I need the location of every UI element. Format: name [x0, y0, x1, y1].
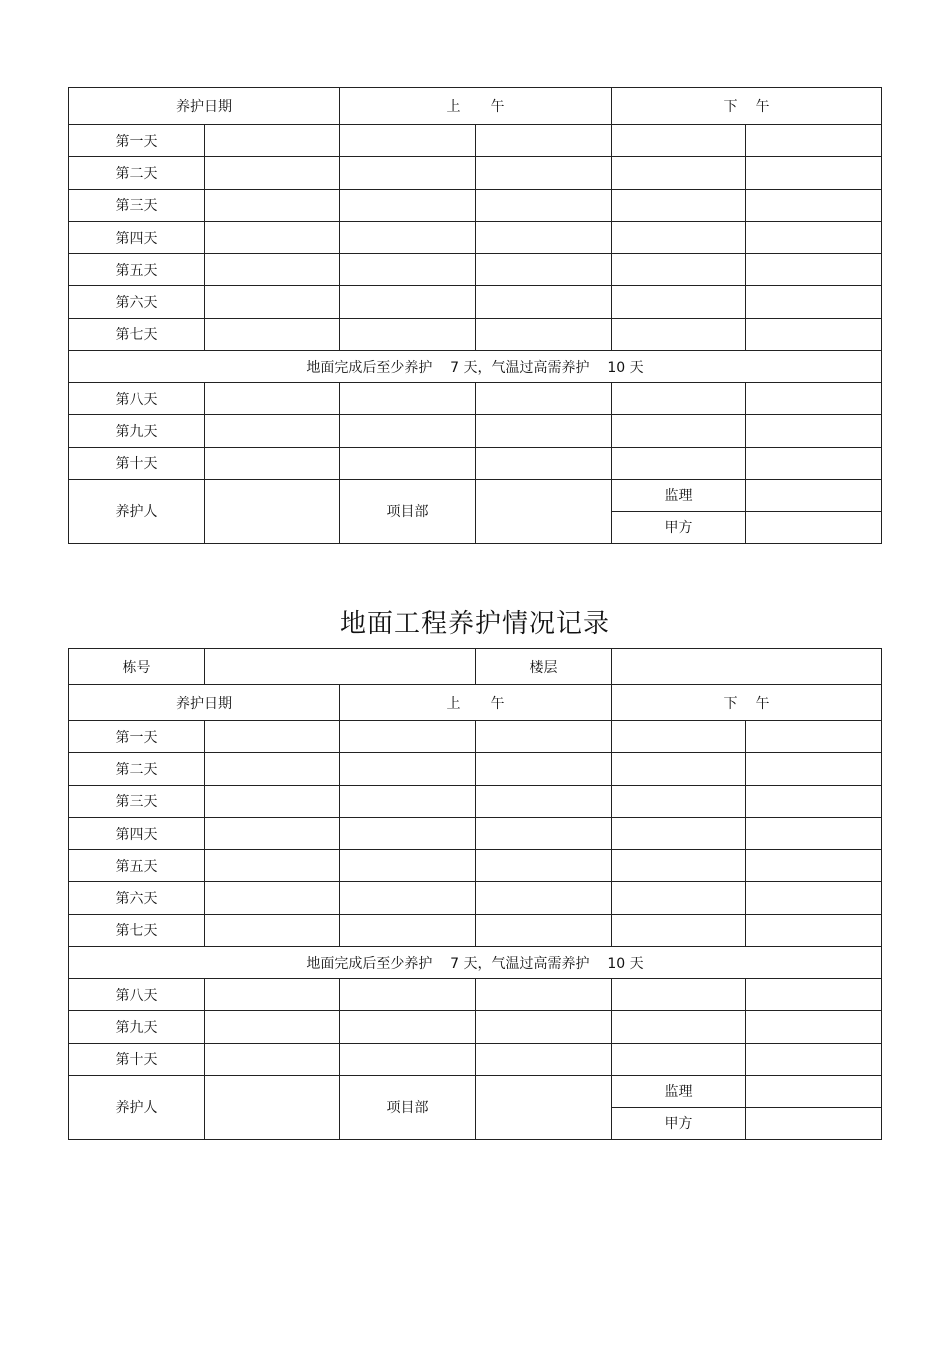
- day-label: 第七天: [69, 318, 205, 350]
- pm-cell-1[interactable]: [612, 882, 746, 914]
- am-cell-1[interactable]: [340, 221, 476, 253]
- am-cell-2[interactable]: [476, 157, 612, 189]
- curing-date-header: 养护日期: [69, 685, 340, 721]
- pm-cell-1[interactable]: [612, 221, 746, 253]
- party-a-signature-cell[interactable]: [746, 1107, 882, 1139]
- date-cell[interactable]: [205, 415, 340, 447]
- day-label: 第八天: [69, 979, 205, 1011]
- day-label: 第七天: [69, 914, 205, 946]
- am-cell-2[interactable]: [476, 1011, 612, 1043]
- am-cell-1[interactable]: [340, 850, 476, 882]
- project-dept-signature-cell[interactable]: [476, 479, 612, 543]
- pm-cell-1[interactable]: [612, 817, 746, 849]
- am-cell-2[interactable]: [476, 721, 612, 753]
- day-label: 第八天: [69, 383, 205, 415]
- day-row: [69, 383, 882, 415]
- pm-cell-2[interactable]: [746, 383, 882, 415]
- date-cell[interactable]: [205, 721, 340, 753]
- building-row: [69, 649, 882, 685]
- party-a-signature-cell[interactable]: [746, 511, 882, 543]
- date-cell[interactable]: [205, 850, 340, 882]
- am-cell-2[interactable]: [476, 189, 612, 221]
- date-cell[interactable]: [205, 286, 340, 318]
- morning-header: 上 午: [340, 685, 612, 721]
- pm-cell-1[interactable]: [612, 318, 746, 350]
- day-label: 第六天: [69, 882, 205, 914]
- am-cell-2[interactable]: [476, 882, 612, 914]
- day-row: [69, 1043, 882, 1075]
- am-cell-1[interactable]: [340, 318, 476, 350]
- am-cell-1[interactable]: [340, 753, 476, 785]
- day-row: [69, 125, 882, 157]
- day-label: 第一天: [69, 721, 205, 753]
- day-label: 第十天: [69, 1043, 205, 1075]
- supervisor-label: 监理: [612, 1075, 746, 1107]
- afternoon-header: 下 午: [612, 685, 882, 721]
- signature-row: [69, 1075, 882, 1107]
- pm-cell-2[interactable]: [746, 785, 882, 817]
- date-cell[interactable]: [205, 882, 340, 914]
- day-label: 第五天: [69, 254, 205, 286]
- am-cell-1[interactable]: [340, 383, 476, 415]
- am-cell-2[interactable]: [476, 125, 612, 157]
- pm-cell-2[interactable]: [746, 979, 882, 1011]
- morning-header: 上 午: [340, 88, 612, 125]
- curer-label: 养护人: [69, 479, 205, 543]
- date-cell[interactable]: [205, 318, 340, 350]
- pm-cell-2[interactable]: [746, 157, 882, 189]
- date-cell[interactable]: [205, 979, 340, 1011]
- page-title: 地面工程养护情况记录: [339, 609, 610, 639]
- day-row: [69, 157, 882, 189]
- pm-cell-1[interactable]: [612, 415, 746, 447]
- am-cell-2[interactable]: [476, 979, 612, 1011]
- supervisor-signature-cell[interactable]: [746, 1075, 882, 1107]
- header-row: [69, 88, 882, 125]
- pm-cell-2[interactable]: [746, 817, 882, 849]
- day-row: [69, 221, 882, 253]
- am-cell-2[interactable]: [476, 221, 612, 253]
- am-cell-2[interactable]: [476, 447, 612, 479]
- curing-record-table-2: [68, 648, 882, 1140]
- am-cell-1[interactable]: [340, 1011, 476, 1043]
- day-label: 第九天: [69, 1011, 205, 1043]
- am-cell-1[interactable]: [340, 125, 476, 157]
- day-label: 第六天: [69, 286, 205, 318]
- curing-record-table-1: [68, 87, 882, 544]
- project-dept-signature-cell[interactable]: [476, 1075, 612, 1139]
- day-label: 第五天: [69, 850, 205, 882]
- day-label: 第三天: [69, 189, 205, 221]
- am-cell-2[interactable]: [476, 286, 612, 318]
- day-row: [69, 914, 882, 946]
- day-row: [69, 721, 882, 753]
- am-cell-1[interactable]: [340, 914, 476, 946]
- am-cell-2[interactable]: [476, 254, 612, 286]
- am-cell-2[interactable]: [476, 817, 612, 849]
- am-cell-1[interactable]: [340, 254, 476, 286]
- day-label: 第九天: [69, 415, 205, 447]
- pm-cell-1[interactable]: [612, 1043, 746, 1075]
- day-label: 第一天: [69, 125, 205, 157]
- pm-cell-2[interactable]: [746, 882, 882, 914]
- pm-cell-2[interactable]: [746, 189, 882, 221]
- building-no-label: 栋号: [69, 649, 205, 685]
- date-cell[interactable]: [205, 1043, 340, 1075]
- pm-cell-1[interactable]: [612, 125, 746, 157]
- header-row: [69, 685, 882, 721]
- pm-cell-2[interactable]: [746, 850, 882, 882]
- pm-cell-2[interactable]: [746, 447, 882, 479]
- day-label: 第二天: [69, 753, 205, 785]
- day-row: [69, 979, 882, 1011]
- signature-row: [69, 479, 882, 511]
- pm-cell-1[interactable]: [612, 447, 746, 479]
- am-cell-1[interactable]: [340, 817, 476, 849]
- am-cell-2[interactable]: [476, 383, 612, 415]
- am-cell-2[interactable]: [476, 318, 612, 350]
- day-row: [69, 753, 882, 785]
- pm-cell-2[interactable]: [746, 914, 882, 946]
- pm-cell-1[interactable]: [612, 189, 746, 221]
- am-cell-2[interactable]: [476, 850, 612, 882]
- curing-note: 地面完成后至少养护 7 天，气温过高需养护 10 天: [69, 351, 882, 383]
- note-row: [69, 351, 882, 383]
- day-label: 第四天: [69, 817, 205, 849]
- pm-cell-2[interactable]: [746, 286, 882, 318]
- date-cell[interactable]: [205, 817, 340, 849]
- curing-date-header: 养护日期: [69, 88, 340, 125]
- curing-note: 地面完成后至少养护 7 天，气温过高需养护 10 天: [69, 947, 882, 979]
- am-cell-1[interactable]: [340, 447, 476, 479]
- pm-cell-1[interactable]: [612, 850, 746, 882]
- day-row: [69, 882, 882, 914]
- project-dept-label: 项目部: [340, 1075, 476, 1139]
- am-cell-1[interactable]: [340, 721, 476, 753]
- pm-cell-2[interactable]: [746, 318, 882, 350]
- day-row: [69, 254, 882, 286]
- pm-cell-2[interactable]: [746, 753, 882, 785]
- pm-cell-1[interactable]: [612, 979, 746, 1011]
- day-row: [69, 785, 882, 817]
- day-row: [69, 415, 882, 447]
- pm-cell-1[interactable]: [612, 753, 746, 785]
- date-cell[interactable]: [205, 254, 340, 286]
- floor-cell[interactable]: [612, 649, 882, 685]
- supervisor-signature-cell[interactable]: [746, 479, 882, 511]
- date-cell[interactable]: [205, 1011, 340, 1043]
- project-dept-label: 项目部: [340, 479, 476, 543]
- am-cell-1[interactable]: [340, 157, 476, 189]
- am-cell-2[interactable]: [476, 415, 612, 447]
- date-cell[interactable]: [205, 914, 340, 946]
- pm-cell-2[interactable]: [746, 1043, 882, 1075]
- pm-cell-2[interactable]: [746, 721, 882, 753]
- pm-cell-1[interactable]: [612, 785, 746, 817]
- day-row: [69, 318, 882, 350]
- pm-cell-2[interactable]: [746, 221, 882, 253]
- am-cell-2[interactable]: [476, 753, 612, 785]
- am-cell-1[interactable]: [340, 979, 476, 1011]
- supervisor-label: 监理: [612, 479, 746, 511]
- pm-cell-1[interactable]: [612, 721, 746, 753]
- am-cell-2[interactable]: [476, 1043, 612, 1075]
- am-cell-1[interactable]: [340, 785, 476, 817]
- am-cell-1[interactable]: [340, 1043, 476, 1075]
- date-cell[interactable]: [205, 157, 340, 189]
- am-cell-2[interactable]: [476, 785, 612, 817]
- date-cell[interactable]: [205, 189, 340, 221]
- date-cell[interactable]: [205, 785, 340, 817]
- pm-cell-1[interactable]: [612, 286, 746, 318]
- day-row: [69, 286, 882, 318]
- am-cell-1[interactable]: [340, 415, 476, 447]
- date-cell[interactable]: [205, 447, 340, 479]
- am-cell-1[interactable]: [340, 189, 476, 221]
- afternoon-header: 下 午: [612, 88, 882, 125]
- day-label: 第二天: [69, 157, 205, 189]
- am-cell-2[interactable]: [476, 914, 612, 946]
- day-label: 第三天: [69, 785, 205, 817]
- pm-cell-2[interactable]: [746, 1011, 882, 1043]
- am-cell-1[interactable]: [340, 286, 476, 318]
- day-row: [69, 1011, 882, 1043]
- date-cell[interactable]: [205, 383, 340, 415]
- floor-label: 楼层: [476, 649, 612, 685]
- date-cell[interactable]: [205, 753, 340, 785]
- day-row: [69, 817, 882, 849]
- party-a-label: 甲方: [612, 1107, 746, 1139]
- pm-cell-1[interactable]: [612, 157, 746, 189]
- curer-signature-cell[interactable]: [205, 1075, 340, 1139]
- curer-label: 养护人: [69, 1075, 205, 1139]
- day-label: 第十天: [69, 447, 205, 479]
- day-row: [69, 447, 882, 479]
- am-cell-1[interactable]: [340, 882, 476, 914]
- pm-cell-2[interactable]: [746, 125, 882, 157]
- pm-cell-1[interactable]: [612, 254, 746, 286]
- day-row: [69, 850, 882, 882]
- note-row: [69, 947, 882, 979]
- party-a-label: 甲方: [612, 511, 746, 543]
- date-cell[interactable]: [205, 221, 340, 253]
- pm-cell-1[interactable]: [612, 383, 746, 415]
- pm-cell-2[interactable]: [746, 415, 882, 447]
- day-row: [69, 189, 882, 221]
- date-cell[interactable]: [205, 125, 340, 157]
- curer-signature-cell[interactable]: [205, 479, 340, 543]
- pm-cell-1[interactable]: [612, 914, 746, 946]
- day-label: 第四天: [69, 221, 205, 253]
- pm-cell-2[interactable]: [746, 254, 882, 286]
- pm-cell-1[interactable]: [612, 1011, 746, 1043]
- building-no-cell[interactable]: [205, 649, 476, 685]
